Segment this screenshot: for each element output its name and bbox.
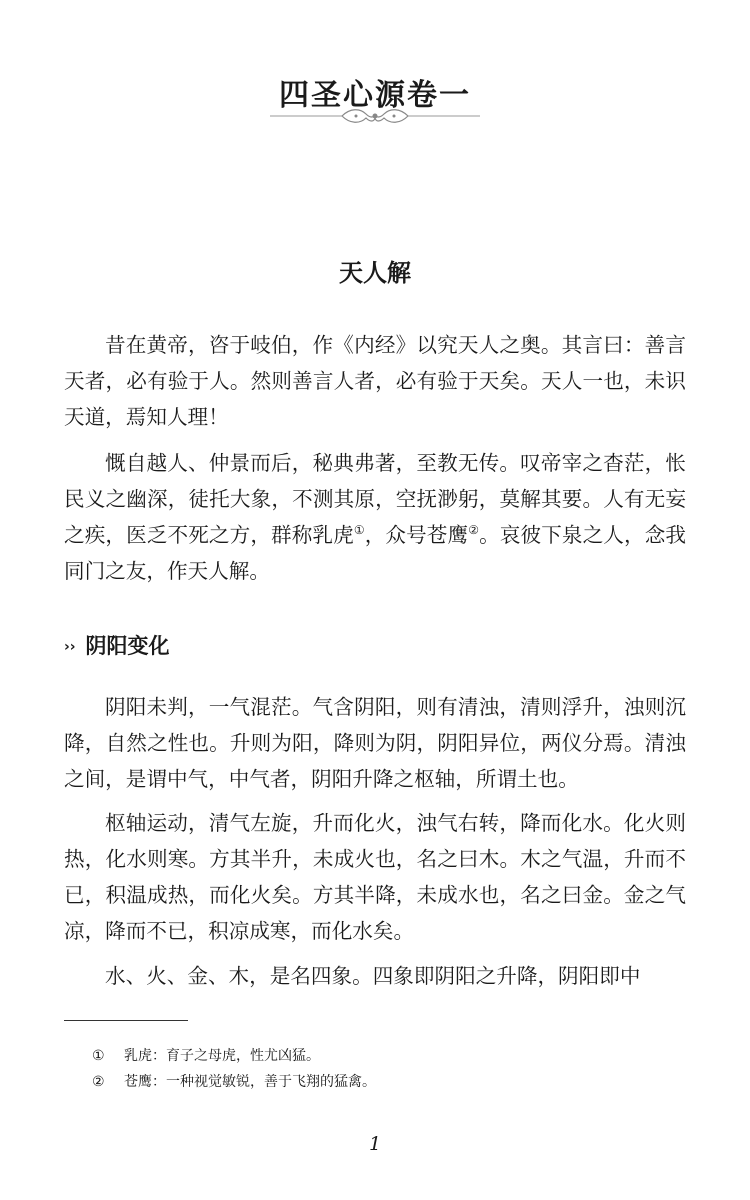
section-heading bbox=[64, 630, 170, 660]
footnote-item bbox=[92, 1069, 376, 1095]
footnote-item bbox=[92, 1043, 376, 1069]
intro-paragraph-2-text-c: 。哀彼下泉之人，念我同门之友，作天人解。 bbox=[64, 523, 687, 583]
footnote-number: ① bbox=[92, 1048, 105, 1064]
section-title: 阴阳变化 bbox=[85, 634, 170, 658]
footnote-number: ② bbox=[92, 1074, 105, 1090]
ornament-divider-icon bbox=[270, 104, 480, 128]
intro-paragraph-2 bbox=[64, 445, 686, 589]
chapter-title: 天人解 bbox=[339, 259, 411, 287]
intro-paragraph-1: 昔在黄帝，咨于岐伯，作《内经》以究天人之奥。其言曰：善言天者，必有验于人。然则善言人者，必有验于天矣。天人一也，未识天道，焉知人理！ bbox=[64, 333, 686, 429]
page-title: 四圣心源卷一 bbox=[279, 78, 471, 113]
intro-paragraph-2-text-a: 慨自越人、仲景而后，秘典弗著，至教无传。叹帝宰之杳茫，怅民义之幽深，徒托大象，不测其原，空抚渺躬，莫解其要。人有无妄之疾，医乏不死之方，群称乳虎 bbox=[64, 451, 686, 547]
page-number: 1 bbox=[368, 1133, 382, 1155]
footnote-ref-1[interactable]: ① bbox=[353, 523, 365, 538]
footnote-text: 乳虎：育子之母虎，性尤凶猛。 bbox=[124, 1048, 320, 1064]
footnote-text: 苍鹰：一种视觉敏锐，善于飞翔的猛禽。 bbox=[124, 1074, 376, 1090]
footnotes bbox=[92, 1043, 376, 1095]
section-paragraph-3: 水、火、金、木，是名四象。四象即阴阳之升降，阴阳即中 bbox=[105, 964, 641, 988]
section-marker-icon: ›› bbox=[64, 639, 76, 655]
footnote-divider bbox=[64, 1020, 188, 1021]
section-paragraph-2: 枢轴运动，清气左旋，升而化火，浊气右转，降而化水。化火则热，化水则寒。方其半升，未成火也，名之曰木。木之气温，升而不已，积温成热，而化火矣。方其半降，未成水也，名之曰金。金之气凉，降而不已，积凉成寒，而化水矣。 bbox=[64, 811, 686, 943]
intro-paragraph-2-text-b: ，众号苍鹰 bbox=[364, 523, 469, 547]
footnote-ref-2[interactable]: ② bbox=[468, 523, 480, 538]
section-paragraph-1: 阴阳未判，一气混茫。气含阴阳，则有清浊，清则浮升，浊则沉降，自然之性也。升则为阳，降则为阴，阴阳异位，两仪分焉。清浊之间，是谓中气，中气者，阴阳升降之枢轴，所谓土也。 bbox=[64, 695, 686, 791]
